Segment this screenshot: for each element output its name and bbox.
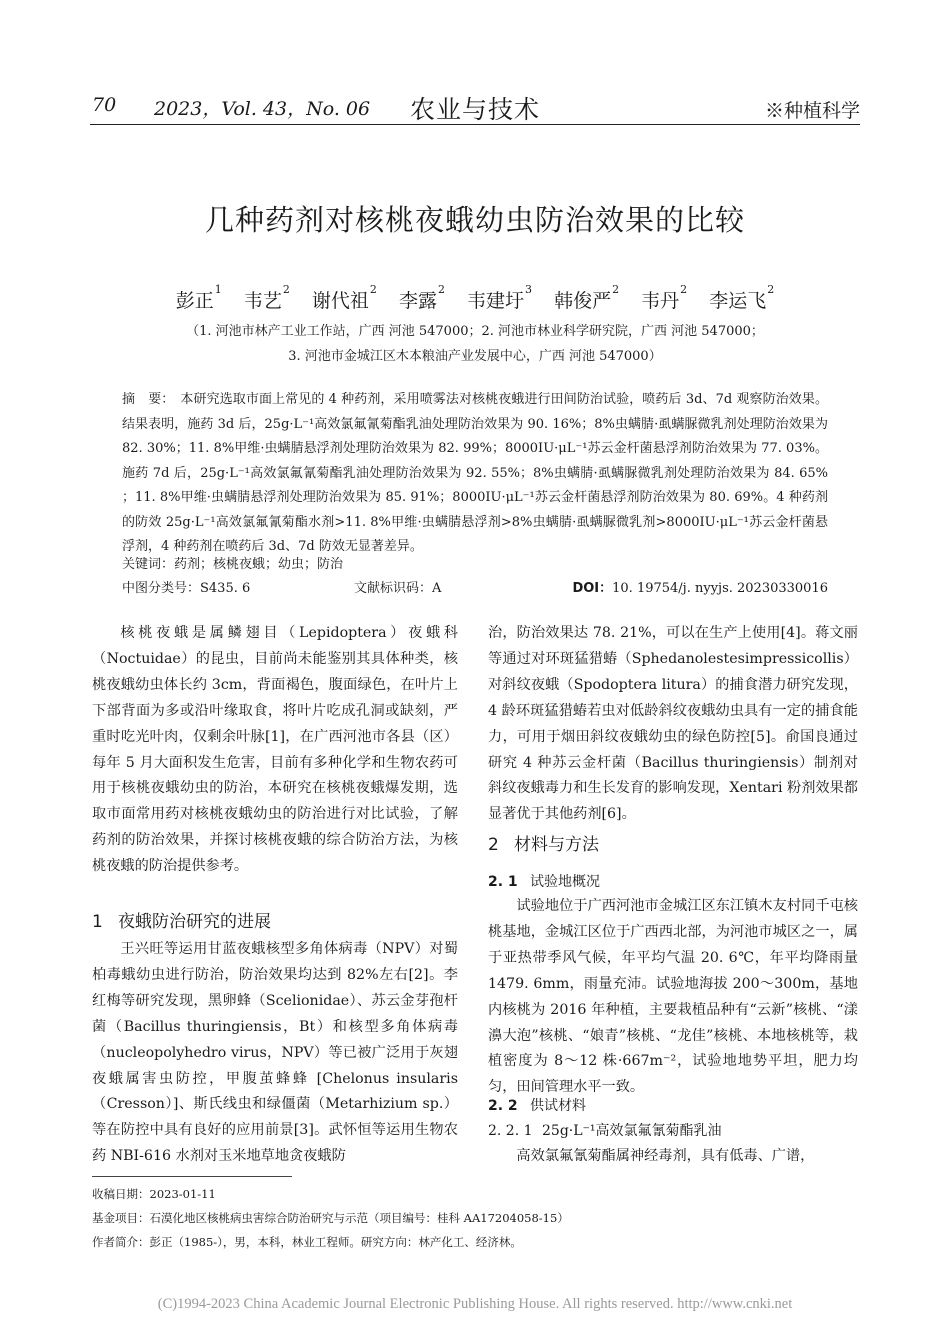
affiliation-line-1: （1. 河池市林产工业工作站，广西 河池 547000；2. 河池市林业科学研究院，广西 河池 547000； bbox=[186, 324, 764, 339]
paper-title: 几种药剂对核桃夜蛾幼虫防治效果的比较 bbox=[204, 203, 745, 237]
received-date: 收稿日期：2023-01-11 bbox=[92, 1187, 216, 1201]
classification-number: 中图分类号：S435. 6 bbox=[122, 581, 251, 596]
section-heading-1: 1 夜蛾防治研究的进展 bbox=[92, 912, 271, 932]
section-heading-2: 2 材料与方法 bbox=[488, 835, 599, 855]
author: 谢代祖$^2$ bbox=[311, 283, 377, 312]
page-number: 70 bbox=[92, 94, 117, 116]
section-2-2-1-paragraph: 高效氯氟氰菊酯属神经毒剂，具有低毒、广谱， bbox=[516, 1148, 815, 1164]
copyright-notice: (C)1994-2023 China Academic Journal Electronic Publishing House. All rights reserved. http://www.cnki.net bbox=[157, 1296, 793, 1312]
subsection-heading-2-1: 2. 1 试验地概况 bbox=[488, 874, 600, 890]
keywords: 关键词：药剂；核桃夜蛾；幼虫；防治 bbox=[122, 557, 344, 572]
subsection-heading-2-2-1: 2. 2. 1 25g·L⁻¹高效氯氟氰菊酯乳油 bbox=[488, 1123, 722, 1139]
section-1-paragraph: 王兴旺等运用甘蓝夜蛾核型多角体病毒（NPV）对蜀柏毒蛾幼虫进行防治，防治效果均达到 82%左右[2]。李红梅等研究发现，黑卵蜂（Scelionidae）、苏云金芽孢杆菌（Bacillus thuringiensis，Bt）和核型多角体病毒（nucleopolyhedro virus，NPV）等已被广泛用于灰翅夜蛾属害虫防控，甲腹茧蜂蜂 [Chelonus insularis（Cresson）]、斯氏线虫和绿僵菌（Metarhizium sp.）等在防控中具有良好的应用前景[3]。武怀恒等运用生物农药 NBI-616 水剂对玉米地草地贪夜蛾防 bbox=[92, 941, 458, 1165]
author: 韩俊严$^2$ bbox=[554, 283, 620, 312]
subsection-heading-2-2: 2. 2 供试材料 bbox=[488, 1098, 586, 1114]
document-code: 文献标识码：A bbox=[354, 581, 442, 596]
author-bio: 作者简介：彭正（1985-），男，本科，林业工程师。研究方向：林产化工、经济林。 bbox=[92, 1235, 522, 1249]
author-list bbox=[0, 283, 950, 313]
author: 李露$^2$ bbox=[398, 283, 445, 312]
header-rule bbox=[90, 124, 860, 125]
footnote-rule bbox=[92, 1176, 292, 1177]
intro-paragraph: 核桃夜蛾是属鳞翅目（Lepidoptera）夜蛾科（Noctuidae）的昆虫，目前尚未能鉴别其具体种类，核桃夜蛾幼虫体长约 3cm，背面褐色，腹面绿色，在叶片上下部背面为多或沿叶缘取食，将叶片吃成孔洞或缺刻，严重时吃光叶肉，仅剩余叶脉[1]，在广西河池市各县（区）每年 5 月大面积发生危害，目前有多种化学和生物农药可用于核桃夜蛾幼虫的防治，本研究在核桃夜蛾爆发期，选取市面常用药对核桃夜蛾幼虫的防治进行对比试验，了解药剂的防治效果，并探讨核桃夜蛾的综合防治方法，为核桃夜蛾的防治提供参考。 bbox=[92, 625, 458, 875]
fund-info: 基金项目：石漠化地区核桃病虫害综合防治研究与示范（项目编号：桂科 AA17204058-15） bbox=[92, 1211, 569, 1225]
section-2-1-paragraph: 试验地位于广西河池市金城江区东江镇木友村同千屯核桃基地，金城江区位于广西西北部，为河池市城区之一，属于亚热带季风气候，年平均气温 20. 6℃，年平均降雨量 1479. 6mm，雨量充沛。试验地海拔 200～300m，基地内核桃为 2016 年种植，主要栽植品种有“云新”核桃、“漾濞大泡”核桃、“娘青”核桃、“龙佳”核桃、本地核桃等，栽植密度为 8～12 株·667m⁻²，试验地地势平坦，肥力均匀，田间管理水平一致。 bbox=[488, 898, 858, 1096]
doi: DOI：10. 19754/j. nyyjs. 20230330016 bbox=[572, 581, 828, 596]
affiliation-line-2: 3. 河池市金城江区木本粮油产业发展中心，广西 河池 547000） bbox=[288, 349, 662, 364]
right-column-paragraph: 治，防治效果达 78. 21%，可以在生产上使用[4]。蒋文丽等通过对环斑猛猎蝽（Sphedanolestesimpressicollis）对斜纹夜蛾（Spodoptera litura）的捕食潜力研究发现，4 龄环斑猛猎蝽若虫对低龄斜纹夜蛾幼虫具有一定的捕食能力，可用于烟田斜纹夜蛾幼虫的绿色防控[5]。俞国良通过研究 4 种苏云金杆菌（Bacillus thuringiensis）制剂对斜纹夜蛾毒力和生长发育的影响发现，Xentari 粉剂效果都显著优于其他药剂[6]。 bbox=[488, 625, 858, 823]
author: 韦丹$^2$ bbox=[641, 283, 688, 312]
abstract bbox=[122, 388, 828, 560]
author: 彭正$^1$ bbox=[175, 283, 222, 312]
journal-name: 农业与技术 bbox=[410, 95, 541, 124]
abstract-text: 本研究选取市面上常见的 4 种药剂，采用喷雾法对核桃夜蛾进行田间防治试验，喷药后 3d、7d 观察防治效果。结果表明，施药 3d 后，25g·L⁻¹高效氯氟氰菊酯乳油处理防治效果为 90. 16%；8%虫螨腈·虱螨脲微乳剂处理防治效果为 82. 30%；11. 8%甲维·虫螨腈悬浮剂处理防治效果为 82. 99%；8000IU·μL⁻¹苏云金杆菌悬浮剂防治效果为 77. 03%。施药 7d 后，25g·L⁻¹高效氯氟氰菊酯乳油处理防治效果为 92. 55%；8%虫螨腈·虱螨脲微乳剂处理防治效果为 84. 65% ；11. 8%甲维·虫螨腈悬浮剂处理防治效果为 85. 91%；8000IU·μL⁻¹苏云金杆菌悬浮剂防治效果为 80. 69%。4 种药剂的防效 25g·L⁻¹高效氯氟氰菊酯水剂>11. 8%甲维·虫螨腈悬浮剂>8%虫螨腈·虱螨脲微乳剂>8000IU·μL⁻¹苏云金杆菌悬浮剂，4 种药剂在喷药后 3d、7d 防效无显著差异。 bbox=[122, 392, 828, 554]
author: 李运飞$^2$ bbox=[709, 283, 775, 312]
abstract-label: 摘 要： bbox=[122, 392, 175, 407]
author: 韦建圩$^3$ bbox=[467, 283, 533, 312]
section-label: ※种植科学 bbox=[764, 100, 860, 122]
author: 韦艺$^2$ bbox=[243, 283, 290, 312]
issue-info: 2023，Vol. 43，No. 06 bbox=[154, 98, 371, 120]
